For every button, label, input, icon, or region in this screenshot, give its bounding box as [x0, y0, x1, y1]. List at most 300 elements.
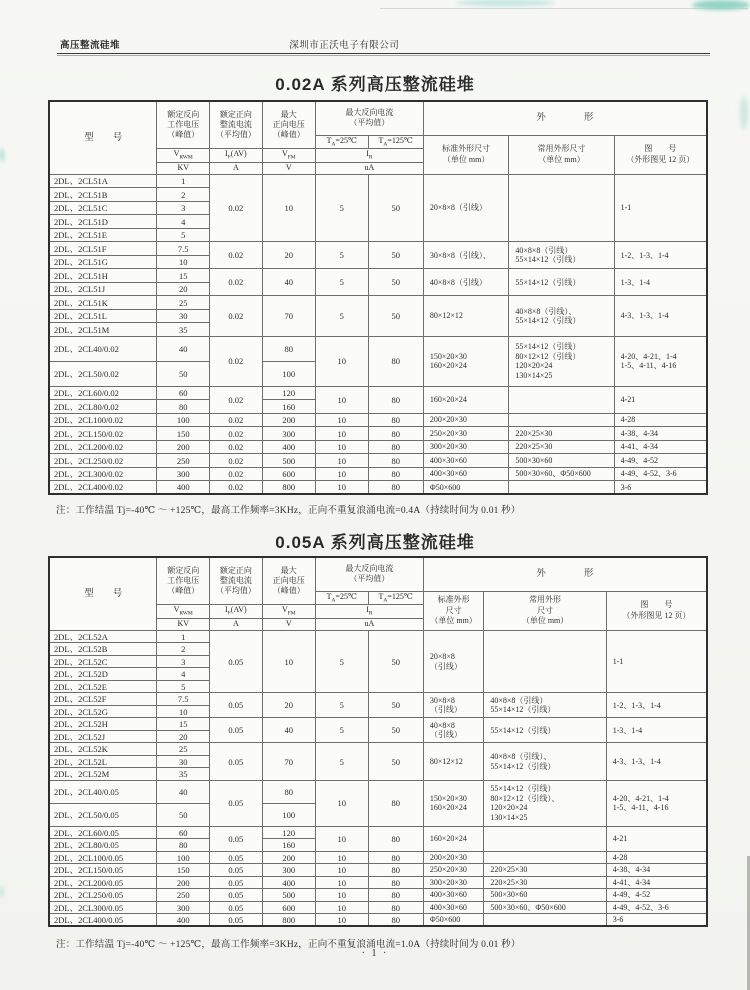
model-cell: 2DL、2CL52M [49, 768, 157, 781]
table-cell: 2 [157, 188, 210, 202]
table-cell: 20 [157, 282, 210, 296]
company-name: 深圳市正沃电子有限公司 [289, 41, 400, 51]
model-cell: 2DL、2CL200/0.05 [49, 876, 157, 889]
table-cell: 0.05 [210, 693, 263, 718]
model-cell: 2DL、2CL60/0.02 [49, 386, 157, 400]
table-cell: 10 [315, 440, 368, 454]
table-cell: 0.05 [210, 876, 263, 889]
table-cell: 250 [157, 454, 210, 468]
table-cell: 80 [368, 413, 423, 427]
table-cell: 0.05 [210, 864, 263, 877]
table-cell: 250×20×30 [423, 864, 484, 877]
running-header-left: 高压整流硅堆 [60, 41, 121, 51]
table-cell: 3-6 [614, 481, 707, 495]
column-header: 最大 正向电压 （峰值） [262, 557, 315, 605]
table-cell: 5 [315, 174, 368, 242]
table-cell: 4-21 [614, 386, 707, 413]
table-cell: 400×30×60 [423, 467, 509, 481]
column-header: 额定正向 整流电流 （平均值） [210, 557, 263, 605]
table-cell: 35 [157, 323, 210, 337]
table-row [49, 864, 707, 877]
table-cell: 10 [315, 864, 368, 877]
scan-artifact [740, 96, 748, 130]
model-cell: 2DL、2CL51J [49, 282, 157, 296]
column-header: 图 号 （外形图见 12 页） [614, 135, 707, 174]
table-row [49, 718, 707, 731]
table-cell: 30×8×8（引线）、 [423, 242, 509, 269]
table-cell: 10 [315, 467, 368, 481]
table-cell: 1-2、1-3、1-4 [606, 693, 707, 718]
table-cell: 10 [315, 826, 368, 851]
table-cell: 100 [157, 851, 210, 864]
table-cell: 55×14×12（引线） [484, 718, 606, 743]
table-header [49, 101, 707, 174]
table-cell: 25 [157, 296, 210, 310]
column-header: 额定反向 工作电压 （峰值） [157, 557, 210, 605]
table-cell: 600 [262, 901, 315, 914]
table-cell: 4-49、4-52、3-6 [606, 901, 707, 914]
table-cell: 80 [368, 481, 423, 495]
model-cell: 2DL、2CL51B [49, 188, 157, 202]
column-header: A [210, 618, 263, 630]
table-cell: 80 [368, 336, 423, 386]
table-cell: 15 [157, 718, 210, 731]
column-header: uA [315, 618, 423, 630]
model-cell: 2DL、2CL51M [49, 323, 157, 337]
table-note-0-05a: 注：工作结温 Tj=-40℃ ～ +125℃，最高工作频率=3KHz，正向不重复浪涌电流=1.0A（持续时间为 0.01 秒） [56, 939, 521, 950]
table-cell: 80 [157, 839, 210, 852]
table-cell: 10 [315, 901, 368, 914]
table-cell: 5 [157, 228, 210, 242]
model-cell: 2DL、2CL50/0.05 [49, 803, 157, 826]
table-cell: 40×8×8（引线） 55×14×12（引线） [509, 242, 614, 269]
table-cell: 3-6 [606, 914, 707, 927]
table-cell: 80×12×12 [423, 296, 509, 337]
model-cell: 2DL、2CL52K [49, 743, 157, 756]
table-cell [484, 826, 606, 851]
column-header: $V_{FM}$ [262, 149, 315, 163]
table-cell: 80 [368, 780, 423, 826]
table-cell: 20 [262, 242, 315, 269]
table-cell: 40 [262, 269, 315, 296]
model-cell: 2DL、2CL300/0.02 [49, 467, 157, 481]
model-cell: 2DL、2CL52E [49, 680, 157, 693]
table-row [49, 826, 707, 839]
table-row [49, 386, 707, 400]
table-cell: 60 [157, 826, 210, 839]
table-cell: 500 [262, 454, 315, 468]
table-cell: 10 [262, 174, 315, 242]
table-cell: 0.02 [210, 269, 263, 296]
table-cell: Φ50×600 [423, 481, 509, 495]
table-cell: 4-3、1-3、1-4 [614, 296, 707, 337]
table-cell: 50 [368, 743, 423, 781]
model-cell: 2DL、2CL200/0.02 [49, 440, 157, 454]
model-cell: 2DL、2CL51G [49, 255, 157, 269]
table-row [49, 242, 707, 256]
table-cell: 35 [157, 768, 210, 781]
table-cell: 30 [157, 309, 210, 323]
model-cell: 2DL、2CL52H [49, 718, 157, 731]
table-cell: 500×30×60 [509, 454, 614, 468]
table-cell: 5 [315, 296, 368, 337]
scan-artifact [455, 0, 555, 6]
table-cell: 7.5 [157, 242, 210, 256]
column-header: 标准外形 尺寸 （单位 mm） [423, 591, 484, 630]
table-cell: 0.05 [210, 780, 263, 826]
column-header: $V_{RWM}$ [157, 605, 210, 619]
table-cell: 50 [368, 630, 423, 693]
model-cell: 2DL、2CL51F [49, 242, 157, 256]
column-header: 常用外形 尺寸 （单位 mm） [484, 591, 606, 630]
table-cell: 200 [262, 413, 315, 427]
header-row [49, 557, 707, 591]
model-cell: 2DL、2CL52B [49, 643, 157, 656]
model-cell: 2DL、2CL52G [49, 705, 157, 718]
table-cell: 1-2、1-3、1-4 [614, 242, 707, 269]
model-cell: 2DL、2CL51A [49, 174, 157, 188]
table-cell: 400×30×60 [423, 901, 484, 914]
model-cell: 2DL、2CL52F [49, 693, 157, 706]
model-cell: 2DL、2CL80/0.02 [49, 400, 157, 414]
table-cell: 80 [368, 386, 423, 413]
table-cell: 0.02 [210, 440, 263, 454]
table-cell: 70 [262, 296, 315, 337]
table-cell: 4-41、4-34 [606, 876, 707, 889]
scan-edge-line [380, 8, 748, 9]
table-cell: 80 [368, 826, 423, 851]
table-cell: 1 [157, 174, 210, 188]
column-header: uA [315, 162, 423, 174]
table-cell: 300 [262, 427, 315, 441]
table-cell: 800 [262, 914, 315, 927]
table-cell: 10 [262, 630, 315, 693]
table-cell [509, 386, 614, 413]
table-cell: 4-38、4-34 [606, 864, 707, 877]
column-header: $I_F(AV)$ [210, 149, 263, 163]
table-header [49, 557, 707, 630]
table-cell: 25 [157, 743, 210, 756]
model-cell: 2DL、2CL60/0.05 [49, 826, 157, 839]
table-cell: 10 [315, 914, 368, 927]
table-cell: 0.05 [210, 743, 263, 781]
table-cell: 20 [262, 693, 315, 718]
series-title-0-02a: 0.02A 系列高压整流硅堆 [275, 75, 475, 94]
table-cell: 3 [157, 201, 210, 215]
table-row [49, 780, 707, 803]
table-cell: 10 [315, 780, 368, 826]
table-cell: 4-28 [614, 413, 707, 427]
column-header: 最大 正向电压 （峰值） [262, 101, 315, 149]
table-cell: 4-49、4-52 [614, 454, 707, 468]
table-row [49, 876, 707, 889]
table-cell: 100 [262, 361, 315, 386]
table-cell: 40 [262, 718, 315, 743]
table-cell: 200 [157, 876, 210, 889]
table-cell: 800 [262, 481, 315, 495]
table-cell: 80 [368, 914, 423, 927]
table-cell: 200 [157, 440, 210, 454]
table-cell [484, 630, 606, 693]
table-cell: 80 [157, 400, 210, 414]
table-cell: 0.05 [210, 901, 263, 914]
column-header: $T_A=25℃$ [315, 135, 368, 149]
table-cell: 0.05 [210, 718, 263, 743]
column-header: 最大反向电流 （平均值） [315, 101, 423, 135]
table-cell: 0.02 [210, 413, 263, 427]
table-cell: 50 [368, 242, 423, 269]
table-cell: 10 [315, 427, 368, 441]
model-cell: 2DL、2CL51D [49, 215, 157, 229]
table-cell: 5 [315, 718, 368, 743]
model-cell: 2DL、2CL400/0.05 [49, 914, 157, 927]
table-cell: 10 [315, 413, 368, 427]
table-cell: 0.05 [210, 630, 263, 693]
table-cell: 50 [368, 718, 423, 743]
table-cell: 150×20×30 160×20×24 [423, 780, 484, 826]
table-cell: 10 [315, 481, 368, 495]
table-cell: 80 [368, 851, 423, 864]
model-cell: 2DL、2CL52L [49, 755, 157, 768]
table-cell: 80 [368, 454, 423, 468]
table-cell: 40×8×8（引线） [423, 269, 509, 296]
column-header: $T_A=125℃$ [368, 591, 423, 605]
table-cell: 4-20、4-21、1-4 1-5、4-11、4-16 [614, 336, 707, 386]
table-row [49, 174, 707, 188]
table-cell: 4-20、4-21、1-4 1-5、4-11、4-16 [606, 780, 707, 826]
model-cell: 2DL、2CL51L [49, 309, 157, 323]
table-cell: 500 [262, 889, 315, 902]
table-cell: 150 [157, 864, 210, 877]
table-cell: 0.02 [210, 336, 263, 386]
table-cell: 10 [157, 255, 210, 269]
column-header: KV [157, 618, 210, 630]
table-cell: 10 [315, 454, 368, 468]
model-cell: 2DL、2CL250/0.05 [49, 889, 157, 902]
table-cell: 160×20×24 [423, 386, 509, 413]
table-cell: 400 [157, 914, 210, 927]
header-rule [57, 53, 710, 54]
table-cell: 5 [315, 269, 368, 296]
table-cell: 4 [157, 668, 210, 681]
table-cell: 1-1 [606, 630, 707, 693]
table-cell: 5 [315, 242, 368, 269]
model-cell: 2DL、2CL400/0.02 [49, 481, 157, 495]
table-cell: 300 [157, 901, 210, 914]
table-cell: 0.02 [210, 467, 263, 481]
table-cell: 40 [157, 780, 210, 803]
model-cell: 2DL、2CL80/0.05 [49, 839, 157, 852]
table-cell: 0.05 [210, 826, 263, 851]
table-cell: 0.02 [210, 386, 263, 413]
table-cell: 250 [157, 889, 210, 902]
table-cell: 0.02 [210, 481, 263, 495]
model-cell: 2DL、2CL52D [49, 668, 157, 681]
table-cell: 80 [262, 780, 315, 803]
page-number: · 1 · [361, 948, 389, 959]
header-row [49, 101, 707, 135]
table-cell: 300 [157, 467, 210, 481]
table-cell: 80 [368, 876, 423, 889]
column-header: V [262, 162, 315, 174]
table-cell: 50 [157, 803, 210, 826]
table-row [49, 693, 707, 706]
table-row [49, 440, 707, 454]
table-cell: 0.05 [210, 851, 263, 864]
table-cell: 5 [315, 743, 368, 781]
table-cell: 400×30×60 [423, 889, 484, 902]
scan-artifact [0, 148, 4, 162]
table-cell: 55×14×12（引线） 80×12×12（引线）、 120×20×24 130×14×25 [484, 780, 606, 826]
table-cell: 50 [157, 361, 210, 386]
table-cell: 15 [157, 269, 210, 283]
table-cell: 0.02 [210, 427, 263, 441]
table-cell [484, 851, 606, 864]
table-cell: 300 [262, 864, 315, 877]
table-row [49, 296, 707, 310]
table-cell: 30 [157, 755, 210, 768]
table-cell: 80 [368, 889, 423, 902]
table-cell: 7.5 [157, 693, 210, 706]
column-header: 额定正向 整流电流 （平均值） [210, 101, 263, 149]
table-cell: 0.02 [210, 296, 263, 337]
column-header: $V_{FM}$ [262, 605, 315, 619]
model-cell: 2DL、2CL250/0.02 [49, 454, 157, 468]
model-cell: 2DL、2CL51C [49, 201, 157, 215]
table-cell: 80×12×12 [423, 743, 484, 781]
table-row [49, 467, 707, 481]
table-row [49, 889, 707, 902]
table-cell: 4-49、4-52、3-6 [614, 467, 707, 481]
table-cell: 400 [262, 876, 315, 889]
column-header: $T_A=125℃$ [368, 135, 423, 149]
table-cell: 5 [315, 630, 368, 693]
table-cell: 1-3、1-4 [614, 269, 707, 296]
table-cell: 4 [157, 215, 210, 229]
table-cell: 70 [262, 743, 315, 781]
table-cell: 40 [157, 336, 210, 361]
table-cell: 80 [262, 336, 315, 361]
table-cell: 5 [315, 693, 368, 718]
table-cell: 0.05 [210, 889, 263, 902]
table-cell: 3 [157, 655, 210, 668]
table-cell: 500×30×60、Φ50×600 [484, 901, 606, 914]
model-cell: 2DL、2CL150/0.02 [49, 427, 157, 441]
column-header: $I_R$ [315, 149, 423, 163]
table-cell: 20×8×8 （引线） [423, 630, 484, 693]
table-note-0-02a: 注：工作结温 Tj=-40℃ ～ +125℃，最高工作频率=3KHz，正向不重复浪涌电流=0.4A（持续时间为 0.01 秒） [56, 505, 521, 516]
table-cell: 4-38、4-34 [614, 427, 707, 441]
table-cell: 0.02 [210, 242, 263, 269]
table-cell: 200 [262, 851, 315, 864]
table-row [49, 901, 707, 914]
table-cell: 60 [157, 386, 210, 400]
table-cell: 220×25×30 [484, 864, 606, 877]
table-cell: 4-41、4-34 [614, 440, 707, 454]
spec-table-0-05a [48, 556, 708, 927]
table-cell: 20×8×8（引线） [423, 174, 509, 242]
table-cell: 160×20×24 [423, 826, 484, 851]
table-row [49, 454, 707, 468]
model-cell: 2DL、2CL300/0.05 [49, 901, 157, 914]
table-cell: 300×20×30 [423, 876, 484, 889]
table-cell: 150 [157, 427, 210, 441]
table-cell: 4-28 [606, 851, 707, 864]
table-cell: 10 [315, 386, 368, 413]
table-cell: Φ50×600 [423, 914, 484, 927]
table-cell: 10 [157, 705, 210, 718]
model-cell: 2DL、2CL52A [49, 630, 157, 643]
table-cell: 10 [315, 889, 368, 902]
table-cell: 80 [368, 427, 423, 441]
table-cell: 55×14×12（引线） [509, 269, 614, 296]
column-header: 标准外形尺寸 （单位 mm） [423, 135, 509, 174]
model-cell: 2DL、2CL40/0.05 [49, 780, 157, 803]
model-cell: 2DL、2CL150/0.05 [49, 864, 157, 877]
table-cell: 5 [157, 680, 210, 693]
table-cell: 1 [157, 630, 210, 643]
table-cell: 40×8×8 （引线） [423, 718, 484, 743]
column-header: 额定反向 工作电压 （峰值） [157, 101, 210, 149]
table-row [49, 914, 707, 927]
model-cell: 2DL、2CL100/0.02 [49, 413, 157, 427]
table-cell: 80 [368, 440, 423, 454]
table-cell: 10 [315, 876, 368, 889]
table-body [49, 174, 707, 494]
column-header: $T_A=25℃$ [315, 591, 368, 605]
table-cell: 250×20×30 [423, 427, 509, 441]
scan-artifact [692, 0, 750, 10]
table-cell: 0.02 [210, 454, 263, 468]
column-header: $I_F(AV)$ [210, 605, 263, 619]
table-cell: 150×20×30 160×20×24 [423, 336, 509, 386]
model-cell: 2DL、2CL51E [49, 228, 157, 242]
model-cell: 2DL、2CL51K [49, 296, 157, 310]
table-cell: 400 [157, 481, 210, 495]
table-cell: 20 [157, 730, 210, 743]
table-cell: 10 [315, 851, 368, 864]
table-row [49, 427, 707, 441]
table-cell: 4-49、4-52 [606, 889, 707, 902]
table-cell: 160 [262, 400, 315, 414]
table-cell: 10 [315, 336, 368, 386]
column-header: 常用外形尺寸 （单位 mm） [509, 135, 614, 174]
table-cell: 40×8×8（引线） 55×14×12（引线） [484, 693, 606, 718]
table-body [49, 630, 707, 926]
column-header: KV [157, 162, 210, 174]
table-cell: 80 [368, 467, 423, 481]
table-cell: 100 [262, 803, 315, 826]
table-cell: 200×20×30 [423, 851, 484, 864]
table-cell [509, 481, 614, 495]
table-cell: 50 [368, 174, 423, 242]
table-cell: 120 [262, 386, 315, 400]
table-row [49, 481, 707, 495]
column-header: 图 号 （外形图见 12 页） [606, 591, 707, 630]
table-cell: 40×8×8（引线）、 55×14×12（引线） [509, 296, 614, 337]
table-cell: 220×25×30 [484, 876, 606, 889]
column-header: V [262, 618, 315, 630]
table-row [49, 630, 707, 643]
table-row [49, 851, 707, 864]
column-header: 型 号 [49, 557, 157, 630]
column-header: $V_{RWM}$ [157, 149, 210, 163]
table-cell [484, 914, 606, 927]
table-row [49, 336, 707, 361]
table-cell: 0.02 [210, 174, 263, 242]
table-cell: 400×30×60 [423, 454, 509, 468]
table-cell: 500×30×60 [484, 889, 606, 902]
